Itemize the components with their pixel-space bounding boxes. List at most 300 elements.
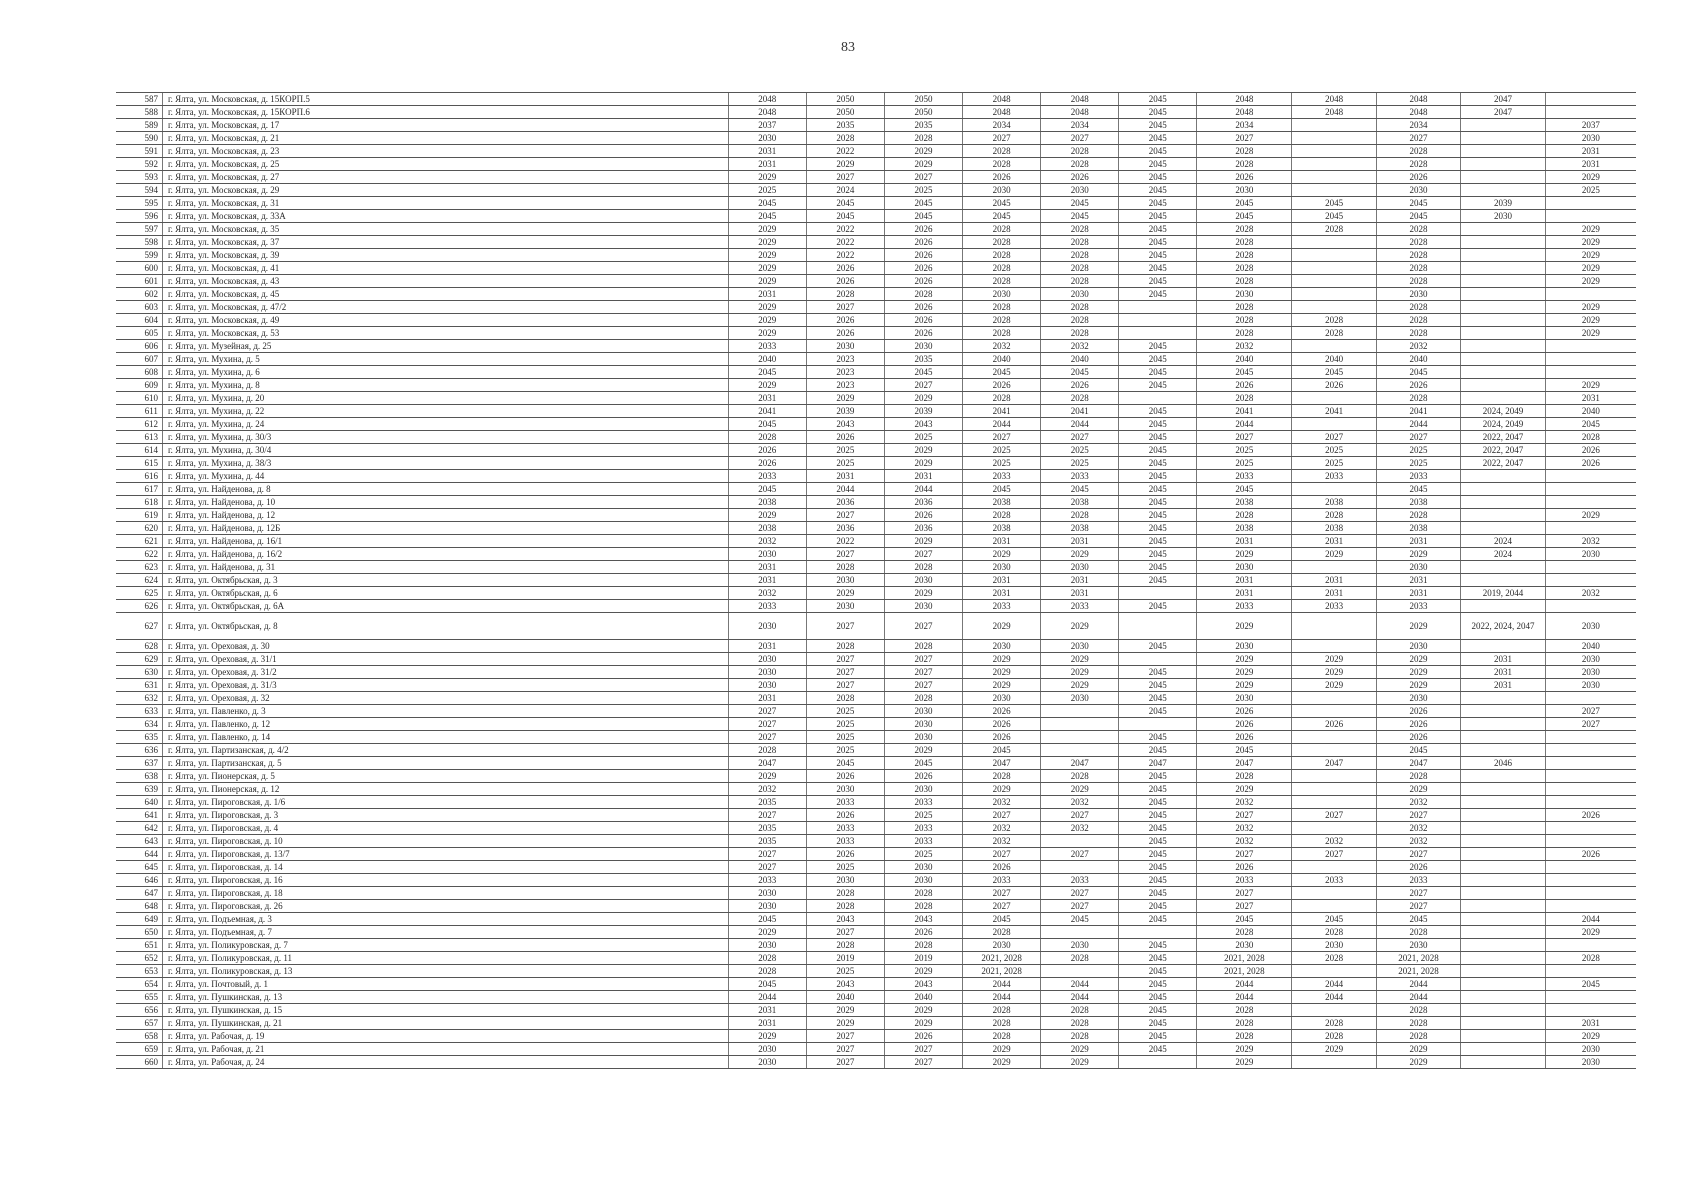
year-cell: 2028 xyxy=(1041,314,1119,327)
year-cell: 2026 xyxy=(1376,718,1460,731)
row-number: 657 xyxy=(116,1017,162,1030)
year-cell: 2048 xyxy=(963,93,1041,106)
year-cell: 2030 xyxy=(728,666,806,679)
year-cell: 2045 xyxy=(1545,978,1636,991)
year-cell: 2025 xyxy=(963,457,1041,470)
year-cell: 2029 xyxy=(728,327,806,340)
year-cell: 2034 xyxy=(963,119,1041,132)
year-cell: 2027 xyxy=(1041,848,1119,861)
year-cell: 2030 xyxy=(884,874,962,887)
table-row xyxy=(116,587,1636,600)
year-cell xyxy=(1461,978,1545,991)
year-cell: 2026 xyxy=(1376,379,1460,392)
table-row xyxy=(116,288,1636,301)
year-cell: 2028 xyxy=(1197,145,1292,158)
year-cell: 2022, 2047 xyxy=(1461,457,1545,470)
year-cell: 2022 xyxy=(806,236,884,249)
year-cell: 2030 xyxy=(1041,640,1119,653)
year-cell: 2048 xyxy=(1041,93,1119,106)
year-cell: 2044 xyxy=(1041,978,1119,991)
year-cell: 2026 xyxy=(963,861,1041,874)
year-cell: 2031 xyxy=(728,692,806,705)
row-number: 590 xyxy=(116,132,162,145)
year-cell: 2045 xyxy=(1119,1030,1197,1043)
year-cell: 2045 xyxy=(1119,548,1197,561)
year-cell: 2045 xyxy=(1119,952,1197,965)
table-row xyxy=(116,444,1636,457)
row-number: 649 xyxy=(116,913,162,926)
year-cell: 2044 xyxy=(884,483,962,496)
row-number: 641 xyxy=(116,809,162,822)
year-cell: 2044 xyxy=(1041,991,1119,1004)
row-number: 625 xyxy=(116,587,162,600)
year-cell: 2028 xyxy=(1197,223,1292,236)
year-cell: 2029 xyxy=(1197,666,1292,679)
year-cell xyxy=(1461,731,1545,744)
row-number: 635 xyxy=(116,731,162,744)
year-cell: 2033 xyxy=(806,822,884,835)
year-cell: 2032 xyxy=(1197,796,1292,809)
year-cell: 2021, 2028 xyxy=(963,952,1041,965)
year-cell: 2033 xyxy=(1376,470,1460,483)
year-cell: 2045 xyxy=(1119,119,1197,132)
table-row xyxy=(116,744,1636,757)
year-cell: 2028 xyxy=(1041,770,1119,783)
year-cell: 2026 xyxy=(884,509,962,522)
year-cell xyxy=(1041,731,1119,744)
year-cell xyxy=(1461,718,1545,731)
year-cell: 2045 xyxy=(1197,366,1292,379)
table-row xyxy=(116,561,1636,574)
year-cell xyxy=(1461,275,1545,288)
year-cell: 2031 xyxy=(963,574,1041,587)
year-cell: 2031 xyxy=(806,470,884,483)
year-cell: 2026 xyxy=(806,848,884,861)
year-cell: 2029 xyxy=(1041,1056,1119,1069)
address-cell: г. Ялта, ул. Поликуровская, д. 7 xyxy=(162,939,728,952)
year-cell: 2045 xyxy=(1119,444,1197,457)
year-cell: 2030 xyxy=(1545,653,1636,666)
year-cell: 2045 xyxy=(1119,666,1197,679)
year-cell xyxy=(1545,574,1636,587)
table-row xyxy=(116,783,1636,796)
year-cell: 2029 xyxy=(884,965,962,978)
year-cell: 2026 xyxy=(1376,171,1460,184)
row-number: 589 xyxy=(116,119,162,132)
year-cell xyxy=(1461,301,1545,314)
year-cell: 2030 xyxy=(1545,132,1636,145)
year-cell: 2027 xyxy=(1376,900,1460,913)
address-cell: г. Ялта, ул. Мухина, д. 8 xyxy=(162,379,728,392)
table-row xyxy=(116,574,1636,587)
year-cell: 2033 xyxy=(728,600,806,613)
address-cell: г. Ялта, ул. Мухина, д. 5 xyxy=(162,353,728,366)
row-number: 627 xyxy=(116,613,162,640)
year-cell: 2027 xyxy=(1041,132,1119,145)
year-cell xyxy=(1545,887,1636,900)
year-cell: 2031 xyxy=(884,470,962,483)
year-cell: 2030 xyxy=(1545,613,1636,640)
year-cell: 2045 xyxy=(806,197,884,210)
year-cell xyxy=(1041,835,1119,848)
year-cell: 2029 xyxy=(1545,314,1636,327)
year-cell: 2029 xyxy=(963,783,1041,796)
year-cell: 2025 xyxy=(1197,457,1292,470)
year-cell: 2028 xyxy=(1292,314,1376,327)
year-cell: 2028 xyxy=(1197,301,1292,314)
year-cell: 2027 xyxy=(884,1056,962,1069)
table-row xyxy=(116,718,1636,731)
year-cell: 2033 xyxy=(806,796,884,809)
year-cell: 2045 xyxy=(1119,379,1197,392)
table-row xyxy=(116,236,1636,249)
table-row xyxy=(116,366,1636,379)
year-cell: 2028 xyxy=(1197,314,1292,327)
year-cell: 2034 xyxy=(1197,119,1292,132)
year-cell xyxy=(1292,613,1376,640)
table-row xyxy=(116,1056,1636,1069)
year-cell: 2045 xyxy=(1119,1043,1197,1056)
year-cell: 2026 xyxy=(1197,705,1292,718)
year-cell: 2029 xyxy=(1041,1043,1119,1056)
year-cell: 2030 xyxy=(963,692,1041,705)
year-cell xyxy=(1041,861,1119,874)
year-cell: 2030 xyxy=(728,613,806,640)
year-cell: 2034 xyxy=(1376,119,1460,132)
year-cell: 2029 xyxy=(1197,1043,1292,1056)
year-cell: 2027 xyxy=(1376,887,1460,900)
year-cell xyxy=(1292,561,1376,574)
year-cell: 2050 xyxy=(884,93,962,106)
year-cell: 2027 xyxy=(1376,848,1460,861)
address-cell: г. Ялта, ул. Пушкинская, д. 13 xyxy=(162,991,728,1004)
table-row xyxy=(116,145,1636,158)
row-number: 602 xyxy=(116,288,162,301)
year-cell xyxy=(1461,184,1545,197)
address-cell: г. Ялта, ул. Подъемная, д. 7 xyxy=(162,926,728,939)
year-cell xyxy=(1461,991,1545,1004)
year-cell: 2029 xyxy=(884,1004,962,1017)
row-number: 604 xyxy=(116,314,162,327)
year-cell: 2031 xyxy=(1461,653,1545,666)
year-cell: 2029 xyxy=(1545,275,1636,288)
year-cell: 2022, 2047 xyxy=(1461,431,1545,444)
year-cell: 2028 xyxy=(728,431,806,444)
year-cell: 2029 xyxy=(1545,327,1636,340)
year-cell: 2045 xyxy=(1119,887,1197,900)
row-number: 614 xyxy=(116,444,162,457)
row-number: 595 xyxy=(116,197,162,210)
year-cell xyxy=(1461,692,1545,705)
year-cell: 2028 xyxy=(1041,275,1119,288)
year-cell: 2028 xyxy=(806,900,884,913)
row-number: 645 xyxy=(116,861,162,874)
year-cell: 2029 xyxy=(728,236,806,249)
year-cell xyxy=(1545,861,1636,874)
year-cell: 2032 xyxy=(963,340,1041,353)
year-cell: 2045 xyxy=(1119,1017,1197,1030)
year-cell: 2029 xyxy=(1292,679,1376,692)
address-cell: г. Ялта, ул. Московская, д. 41 xyxy=(162,262,728,275)
year-cell: 2029 xyxy=(1376,783,1460,796)
year-cell: 2031 xyxy=(728,288,806,301)
table-row xyxy=(116,1017,1636,1030)
year-cell: 2030 xyxy=(884,861,962,874)
year-cell: 2038 xyxy=(1197,496,1292,509)
year-cell: 2031 xyxy=(1197,574,1292,587)
year-cell xyxy=(1461,249,1545,262)
year-cell: 2045 xyxy=(728,197,806,210)
year-cell: 2045 xyxy=(1119,184,1197,197)
year-cell: 2031 xyxy=(728,1017,806,1030)
year-cell: 2030 xyxy=(1292,939,1376,952)
year-cell: 2038 xyxy=(1041,522,1119,535)
year-cell: 2045 xyxy=(728,913,806,926)
year-cell: 2025 xyxy=(1376,457,1460,470)
year-cell: 2027 xyxy=(1197,809,1292,822)
year-cell: 2047 xyxy=(1041,757,1119,770)
year-cell: 2045 xyxy=(1041,483,1119,496)
year-cell: 2032 xyxy=(728,783,806,796)
table-row xyxy=(116,848,1636,861)
year-cell: 2028 xyxy=(806,288,884,301)
year-cell: 2033 xyxy=(884,796,962,809)
row-number: 654 xyxy=(116,978,162,991)
year-cell: 2028 xyxy=(1197,1004,1292,1017)
year-cell: 2028 xyxy=(963,509,1041,522)
year-cell: 2028 xyxy=(1197,392,1292,405)
year-cell xyxy=(1292,692,1376,705)
row-number: 603 xyxy=(116,301,162,314)
year-cell: 2028 xyxy=(1376,1017,1460,1030)
row-number: 591 xyxy=(116,145,162,158)
year-cell: 2030 xyxy=(1545,666,1636,679)
year-cell: 2031 xyxy=(1041,587,1119,600)
year-cell xyxy=(1461,809,1545,822)
address-cell: г. Ялта, ул. Пироговская, д. 4 xyxy=(162,822,728,835)
year-cell: 2029 xyxy=(1545,236,1636,249)
table-row xyxy=(116,939,1636,952)
year-cell: 2033 xyxy=(1292,600,1376,613)
year-cell: 2028 xyxy=(1376,262,1460,275)
year-cell: 2045 xyxy=(1119,900,1197,913)
year-cell: 2027 xyxy=(1292,809,1376,822)
year-cell: 2037 xyxy=(1545,119,1636,132)
year-cell: 2028 xyxy=(884,692,962,705)
year-cell: 2033 xyxy=(1292,874,1376,887)
year-cell: 2027 xyxy=(1545,705,1636,718)
row-number: 623 xyxy=(116,561,162,574)
address-cell: г. Ялта, ул. Московская, д. 17 xyxy=(162,119,728,132)
year-cell: 2028 xyxy=(1197,1017,1292,1030)
year-cell: 2040 xyxy=(806,991,884,1004)
year-cell xyxy=(1292,965,1376,978)
year-cell: 2045 xyxy=(1119,1004,1197,1017)
year-cell xyxy=(1545,496,1636,509)
year-cell: 2040 xyxy=(728,353,806,366)
table-row xyxy=(116,483,1636,496)
address-cell: г. Ялта, ул. Пионерская, д. 5 xyxy=(162,770,728,783)
year-cell: 2045 xyxy=(1197,913,1292,926)
year-cell: 2026 xyxy=(1376,731,1460,744)
year-cell: 2045 xyxy=(806,210,884,223)
year-cell: 2043 xyxy=(884,418,962,431)
address-cell: г. Ялта, ул. Пироговская, д. 10 xyxy=(162,835,728,848)
year-cell: 2044 xyxy=(1376,978,1460,991)
table-row xyxy=(116,965,1636,978)
year-cell: 2045 xyxy=(1119,874,1197,887)
year-cell: 2030 xyxy=(1197,184,1292,197)
table-row xyxy=(116,327,1636,340)
row-number: 599 xyxy=(116,249,162,262)
year-cell: 2025 xyxy=(884,848,962,861)
year-cell: 2028 xyxy=(1376,1030,1460,1043)
year-cell: 2045 xyxy=(884,197,962,210)
address-cell: г. Ялта, ул. Октябрьская, д. 8 xyxy=(162,613,728,640)
address-cell: г. Ялта, ул. Московская, д. 27 xyxy=(162,171,728,184)
year-cell: 2044 xyxy=(728,991,806,1004)
row-number: 621 xyxy=(116,535,162,548)
year-cell: 2045 xyxy=(1119,822,1197,835)
year-cell: 2038 xyxy=(728,496,806,509)
row-number: 634 xyxy=(116,718,162,731)
row-number: 597 xyxy=(116,223,162,236)
table-row xyxy=(116,509,1636,522)
year-cell: 2029 xyxy=(963,666,1041,679)
year-cell: 2036 xyxy=(806,496,884,509)
year-cell: 2030 xyxy=(728,679,806,692)
year-cell xyxy=(1461,796,1545,809)
address-cell: г. Ялта, ул. Мухина, д. 6 xyxy=(162,366,728,379)
year-cell: 2048 xyxy=(728,93,806,106)
year-cell: 2033 xyxy=(728,470,806,483)
year-cell xyxy=(1292,731,1376,744)
year-cell xyxy=(1545,288,1636,301)
year-cell: 2030 xyxy=(884,340,962,353)
year-cell xyxy=(1545,522,1636,535)
year-cell xyxy=(1545,93,1636,106)
year-cell: 2026 xyxy=(1292,379,1376,392)
year-cell: 2030 xyxy=(1197,939,1292,952)
year-cell: 2028 xyxy=(1197,509,1292,522)
table-row xyxy=(116,340,1636,353)
year-cell: 2031 xyxy=(963,535,1041,548)
year-cell xyxy=(1292,796,1376,809)
year-cell: 2028 xyxy=(1376,223,1460,236)
year-cell: 2026 xyxy=(963,171,1041,184)
year-cell: 2021, 2028 xyxy=(1376,952,1460,965)
year-cell: 2028 xyxy=(1041,392,1119,405)
year-cell: 2045 xyxy=(1119,93,1197,106)
address-cell: г. Ялта, ул. Московская, д. 43 xyxy=(162,275,728,288)
table-row xyxy=(116,887,1636,900)
year-cell: 2031 xyxy=(728,145,806,158)
row-number: 593 xyxy=(116,171,162,184)
year-cell: 2028 xyxy=(1197,275,1292,288)
table-row xyxy=(116,470,1636,483)
year-cell: 2027 xyxy=(1197,887,1292,900)
year-cell: 2030 xyxy=(884,731,962,744)
year-cell: 2048 xyxy=(1041,106,1119,119)
year-cell: 2027 xyxy=(884,379,962,392)
year-cell: 2028 xyxy=(1197,926,1292,939)
year-cell xyxy=(1461,600,1545,613)
year-cell: 2033 xyxy=(1041,600,1119,613)
row-number: 628 xyxy=(116,640,162,653)
year-cell: 2028 xyxy=(1041,952,1119,965)
year-cell: 2045 xyxy=(1197,210,1292,223)
year-cell: 2023 xyxy=(806,366,884,379)
year-cell xyxy=(1461,353,1545,366)
table-row xyxy=(116,184,1636,197)
year-cell: 2025 xyxy=(806,444,884,457)
row-number: 630 xyxy=(116,666,162,679)
table-row xyxy=(116,1004,1636,1017)
year-cell xyxy=(1461,874,1545,887)
year-cell: 2040 xyxy=(1376,353,1460,366)
year-cell: 2045 xyxy=(963,483,1041,496)
year-cell: 2029 xyxy=(806,392,884,405)
year-cell: 2027 xyxy=(728,861,806,874)
year-cell xyxy=(1461,783,1545,796)
year-cell: 2030 xyxy=(884,600,962,613)
year-cell xyxy=(1545,731,1636,744)
row-number: 626 xyxy=(116,600,162,613)
year-cell: 2045 xyxy=(1119,913,1197,926)
year-cell: 2028 xyxy=(963,158,1041,171)
table-row xyxy=(116,600,1636,613)
year-cell: 2045 xyxy=(1119,783,1197,796)
year-cell: 2019 xyxy=(806,952,884,965)
table-row xyxy=(116,913,1636,926)
table-row xyxy=(116,210,1636,223)
year-cell: 2045 xyxy=(1119,197,1197,210)
year-cell xyxy=(1545,470,1636,483)
year-cell: 2027 xyxy=(884,171,962,184)
year-cell: 2027 xyxy=(884,653,962,666)
year-cell: 2028 xyxy=(963,236,1041,249)
year-cell: 2045 xyxy=(1119,457,1197,470)
year-cell: 2026 xyxy=(806,327,884,340)
address-cell: г. Ялта, ул. Пионерская, д. 12 xyxy=(162,783,728,796)
table-row xyxy=(116,353,1636,366)
address-cell: г. Ялта, ул. Мухина, д. 44 xyxy=(162,470,728,483)
year-cell xyxy=(1292,249,1376,262)
year-cell: 2029 xyxy=(1292,653,1376,666)
year-cell: 2030 xyxy=(963,184,1041,197)
year-cell: 2028 xyxy=(1376,327,1460,340)
year-cell xyxy=(1461,887,1545,900)
table-row xyxy=(116,106,1636,119)
year-cell: 2045 xyxy=(1376,197,1460,210)
year-cell: 2028 xyxy=(1376,249,1460,262)
year-cell: 2030 xyxy=(1461,210,1545,223)
year-cell: 2029 xyxy=(1545,249,1636,262)
year-cell: 2026 xyxy=(1545,848,1636,861)
year-cell: 2025 xyxy=(1376,444,1460,457)
table-row xyxy=(116,640,1636,653)
year-cell: 2030 xyxy=(728,653,806,666)
year-cell xyxy=(1119,327,1197,340)
year-cell: 2030 xyxy=(1545,1043,1636,1056)
year-cell xyxy=(1461,744,1545,757)
table-row xyxy=(116,757,1636,770)
year-cell: 2028 xyxy=(884,887,962,900)
table-row xyxy=(116,132,1636,145)
year-cell: 2028 xyxy=(963,1017,1041,1030)
year-cell xyxy=(1041,718,1119,731)
year-cell: 2031 xyxy=(728,561,806,574)
